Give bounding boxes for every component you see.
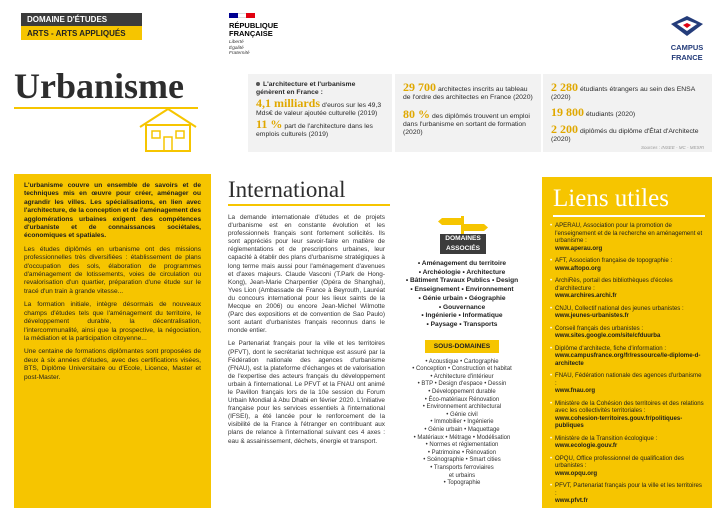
domaine-item: • Enseignement • Environnement <box>410 286 514 294</box>
stat-text: d'euros sur les 49,3 Mds€ de valeur ajoutée culturelle (2019) <box>256 102 382 117</box>
lien-item <box>550 222 704 252</box>
lien-item <box>550 257 704 272</box>
sous-domaine-item: • Transports ferroviaires <box>430 464 494 471</box>
lien-item <box>550 305 704 320</box>
lien-item <box>550 482 704 505</box>
stat-item <box>256 117 384 139</box>
rf-motto-1: Liberté <box>229 40 244 45</box>
stat-item <box>403 80 533 102</box>
lien-url[interactable]: www.opqu.org <box>555 469 598 477</box>
domaine-item: • Paysage • Transports <box>426 320 498 328</box>
lien-item <box>550 400 704 430</box>
domaine-item: • Bâtiment Travaux Publics • Design <box>405 277 519 285</box>
lien-description: PFVT, Partenariat français pour la ville et les territoires : <box>555 482 702 497</box>
rf-title-line1: RÉPUBLIQUE <box>229 21 279 30</box>
lien-url[interactable]: www.pfvt.fr <box>555 497 588 504</box>
campus-france-line1: CAMPUS <box>670 43 704 52</box>
lien-description: AFT, Association française de topographie : <box>555 257 673 264</box>
intro-column <box>14 174 211 508</box>
lien-url[interactable]: www.ecologie.gouv.fr <box>555 442 618 449</box>
signpost-illustration <box>392 214 532 258</box>
lien-description: OPQU, Office professionnel de qualification des urbanistes : <box>555 454 684 469</box>
stat-value: 2 280 <box>551 80 578 94</box>
stat-item <box>551 122 704 144</box>
sous-domaine-item: • Éco-matériaux Rénovation <box>424 396 500 403</box>
domaines-badge-line2: ASSOCIÉS <box>445 245 481 252</box>
stats-source: Sources : INSEE - MC - MESRI <box>640 145 704 150</box>
lien-item <box>550 372 704 395</box>
stat-value: 4,1 milliards <box>256 96 321 110</box>
lien-url[interactable]: www.aperau.org <box>555 244 603 252</box>
sous-domaine-item: • Immobilier • Ingénierie <box>430 419 494 426</box>
domaine-item: • Génie urbain • Géographie <box>418 294 506 302</box>
sous-domaine-item: et urbains <box>448 472 476 479</box>
stat-text: part de l'architecture dans les emplois culturels (2019) <box>256 123 373 138</box>
stat-item <box>551 80 704 102</box>
sous-domaine-item: • Normes et réglementation <box>425 442 499 449</box>
campus-france-line2: FRANCE <box>671 53 703 62</box>
sous-domaine-item: • Acoustique • Cartographie <box>425 358 499 365</box>
sous-domaine-item: • Matériaux • Métrage • Modélisation <box>413 434 511 441</box>
stats-band-1 <box>248 74 392 152</box>
lien-description: Ministère de la Cohésion des territoires et des relations avec les collectivités territoriales : <box>555 399 704 414</box>
lien-url[interactable]: www.archires.archi.fr <box>555 292 617 299</box>
lien-item <box>550 325 704 340</box>
rf-title-line2: FRANÇAISE <box>229 29 273 38</box>
stat-text: diplômés du diplôme d'État d'Architecte (2020) <box>551 128 699 143</box>
stats-band-3 <box>543 74 712 152</box>
domaines-section <box>392 214 532 488</box>
liens-utiles-title: Liens utiles <box>553 185 669 212</box>
category-label: ARTS - ARTS APPLIQUÉS <box>21 26 142 40</box>
stat-value: 29 700 <box>403 80 436 94</box>
lien-description: Conseil français des urbanistes : <box>555 324 644 332</box>
sous-domaine-item: • Topographie <box>443 480 481 487</box>
lien-url[interactable]: www.aftopo.org <box>555 264 601 272</box>
stat-item <box>551 105 704 119</box>
sous-domaine-item: • BTP • Design d'espace • Dessin <box>417 381 507 388</box>
domaines-list <box>392 260 532 330</box>
stat-value: 19 800 <box>551 105 584 119</box>
stat-text: étudiants (2020) <box>586 111 636 118</box>
intro-paragraph-3: La formation initiale, intègre désormais de nouveaux champs d'études tels que l'aménagement du territoire, le développement durable, la décentralisation, l'intercommunalité, ainsi que la prospective, la négociation, la médiation et la participation citoyenne... <box>24 301 201 342</box>
stat-text: architectes inscrits au tableau de l'ordre des architectes en France (2020) <box>403 86 533 101</box>
lien-description: Diplôme d'architecte, fiche d'information : <box>555 344 667 352</box>
sous-domaine-item: • Génie civil <box>446 411 478 418</box>
sous-domaine-item: • Architecture d'intérieur <box>430 373 494 380</box>
lien-item <box>550 435 704 450</box>
lien-url[interactable]: www.sites.google.com/site/cfduurba <box>555 332 661 339</box>
bullet-icon <box>256 82 260 86</box>
stats-intro: L'architecture et l'urbanisme génèrent en France : <box>256 81 356 96</box>
rf-motto-2: Égalité <box>229 45 244 51</box>
stat-item <box>403 107 533 137</box>
international-underline <box>228 204 390 206</box>
intro-paragraph-1: L'urbanisme couvre un ensemble de savoirs et de techniques mis en œuvre pour créer, aménager ou agrandir les villes. Les spécialisations, en lien avec l'architecture, de la conception et de l'aménagement des agglomérations urbaines exigent des compétences d'urbaniste et de connaissances sociétales, économiques et spatiales. <box>24 182 201 240</box>
lien-description: Ministère de la Transition écologique : <box>555 434 658 442</box>
lien-url[interactable]: www.campusfrance.org/fr/ressource/le-diplome-d-architecte <box>555 352 701 367</box>
stat-value: 2 200 <box>551 122 578 136</box>
stat-value: 11 % <box>256 117 283 131</box>
lien-item <box>550 345 704 368</box>
lien-description: CNJU, Collectif national des jeunes urbanistes : <box>555 304 684 312</box>
sous-domaine-item: • Conception • Construction et habitat <box>412 366 512 373</box>
house-icon <box>138 107 198 153</box>
republique-francaise-logo <box>229 13 278 57</box>
lien-description: APERAU, Association pour la promotion de l'enseignement et de la recherche en aménagement et urbanisme : <box>555 222 703 244</box>
lien-url[interactable]: www.cohesion-territoires.gouv.fr/politiques-publiques <box>555 414 683 429</box>
stat-text: étudiants étrangers au sein des ENSA (2020) <box>551 86 695 101</box>
rf-motto-3: Fraternité <box>229 51 250 56</box>
sous-domaine-item: • Génie urbain • Maquettage <box>424 426 500 433</box>
international-title: International <box>228 177 346 202</box>
sous-domaines-list <box>392 359 532 488</box>
international-paragraph-1: La demande internationale d'études et de projets d'urbanisme est en constante évolution et les professionnels français sont fortement sollicités. Ils sont appréciés pour leur savoir-faire en matière de réglementations et de prescriptions urbaines, leur capacité à établir des plans d'urbanisme stratégiques à long terme mais aussi pour l'aménagement d'avenues et d'axes majeurs. Claude Vasconi (T.Park de Hong-Kong), Jean-Marie Charpentier (Opéra de Shanghai), Yves Lion (Ambassade de France à Beyrouth, Lauréat du concours international pour les lieux saints de la Mecque en 2006) ou encore Jean-Michel Wilmotte (Parc des expositions et de convention de Sao Paulo) sont autant d'urbanistes français reconnus dans le monde entier. <box>228 214 385 335</box>
domaine-item: • Gouvernance <box>438 303 486 311</box>
stat-value: 80 % <box>403 107 430 121</box>
sous-domaine-item: • Développement durable <box>428 389 496 395</box>
lien-url[interactable]: www.fnau.org <box>555 387 596 394</box>
lien-description: FNAU, Fédération nationale des agences d'urbanisme : <box>555 372 702 387</box>
international-paragraph-2: Le Partenariat français pour la ville et les territoires (PFVT), dont le secrétariat technique est assuré par la Fédération nationale des agences d'urbanisme (FNAU), est la plateforme d'échanges et de valorisation de l'expertise des acteurs français du développement urbain à l'international. Le PFVT et la FNAU ont animé le Pavillon français lors de la 10e session du Forum Urbain Mondial à Abu Dhabi en février 2020. L'initiative française pour les services essentiels à l'international (IFSEI), a été lancée pour le renforcement de la visibilité de la France à l'étranger en contribuant aux plans de relance à l'international suivant ces 4 axes : eau & assainissement, déchets, énergie et transport. <box>228 340 385 445</box>
stat-text: des diplômés trouvent un emploi dans l'urbanisme en sortant de formation (2020) <box>403 113 530 136</box>
stats-band-2 <box>395 74 541 152</box>
lien-item <box>550 455 704 478</box>
campus-france-emblem-icon <box>670 15 704 37</box>
tricolor-flag-icon <box>229 13 255 18</box>
sous-domaine-item: • Patrimoine • Rénovation <box>427 449 497 456</box>
domain-label: DOMAINE D'ÉTUDES <box>21 13 142 26</box>
intro-paragraph-4: Une centaine de formations diplômantes sont proposées de deux à six années d'études, avec des certifications visées, BTS, Diplôme Universitaire ou d'Ecole, Licence, Master et post-Master. <box>24 348 201 381</box>
intro-paragraph-2: Les études diplômés en urbanisme ont des missions professionnelles très diversifiées : établissement de plans d'occupation des sols, élaboration de programmes d'aménagement de lotissements, voies de circulation ou revalorisation d'un quartier, préparation d'une étude sur le tracé d'un train à grande vitesse... <box>24 245 201 295</box>
page-title: Urbanisme <box>14 66 184 106</box>
lien-item <box>550 277 704 300</box>
stat-item <box>256 96 384 118</box>
lien-description: ArchiRès, portail des bibliothèques d'écoles d'architecture : <box>555 277 673 292</box>
domaines-badge <box>440 234 486 254</box>
liens-utiles-panel <box>542 177 712 508</box>
domaines-badge-line1: DOMAINES <box>445 235 481 242</box>
international-text <box>228 214 385 451</box>
sous-domaine-item: • Environnement architectural <box>422 404 502 411</box>
campus-france-logo <box>662 15 712 62</box>
sous-domaines-badge: SOUS-DOMAINES <box>425 340 499 353</box>
domaine-item: • Archéologie • Architecture <box>418 268 506 276</box>
sous-domaine-item: • Scénographie • Smart cities <box>423 457 501 464</box>
domaine-item: • Aménagement du territoire <box>417 260 507 267</box>
liens-utiles-underline <box>553 215 705 217</box>
domaine-item: • Ingénierie • Informatique <box>421 312 503 320</box>
lien-url[interactable]: www.jeunes-urbanistes.fr <box>555 312 629 319</box>
